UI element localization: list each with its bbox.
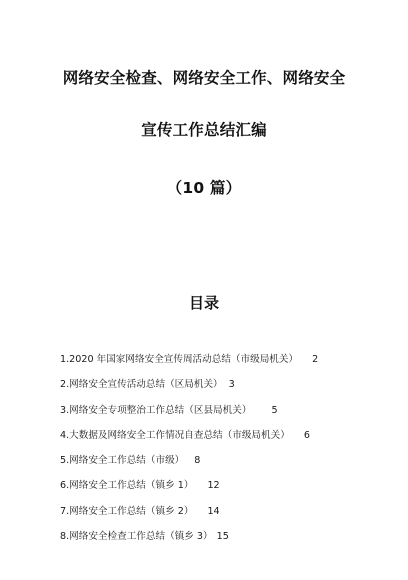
document-title-line-1: 网络安全检查、网络安全工作、网络安全: [62, 69, 346, 87]
toc-item-page: 6: [303, 429, 310, 441]
toc-item-page: 5: [271, 404, 278, 416]
toc-item[interactable]: [60, 527, 390, 552]
toc-item-title: 8.网络安全检查工作总结（镇乡 3）: [60, 531, 213, 543]
table-of-contents: [60, 350, 390, 552]
toc-item-title: 5.网络安全工作总结（市级）: [60, 455, 185, 467]
toc-item[interactable]: [60, 426, 390, 451]
toc-item[interactable]: [60, 502, 390, 527]
toc-item-page: 2: [312, 354, 319, 365]
toc-item-title: 6.网络安全工作总结（镇乡 1）: [60, 480, 194, 492]
toc-item-page: 3: [228, 379, 235, 391]
toc-item-title: 7.网络安全工作总结（镇乡 2）: [60, 505, 194, 517]
toc-item-title: 2.网络安全宣传活动总结（区局机关）: [60, 379, 223, 391]
toc-item[interactable]: [60, 350, 390, 375]
toc-item-title: 3.网络安全专项整治工作总结（区县局机关）: [60, 404, 252, 416]
toc-item[interactable]: [60, 375, 390, 400]
toc-item[interactable]: [60, 476, 390, 501]
toc-item[interactable]: [60, 451, 390, 476]
toc-item[interactable]: [60, 401, 390, 426]
toc-item-title: 1.2020 年国家网络安全宣传周活动总结（市级局机关）: [60, 354, 299, 365]
toc-item-page: 15: [216, 531, 229, 543]
document-title-line-2: 宣传工作总结汇编: [141, 121, 267, 139]
document-count-label: （10 篇）: [166, 179, 242, 197]
toc-heading: 目录: [188, 294, 219, 312]
toc-item-page: 14: [207, 505, 220, 517]
toc-item-title: 4.大数据及网络安全工作情况自查总结（市级局机关）: [60, 429, 290, 441]
toc-item-page: 12: [207, 480, 220, 492]
toc-item-page: 8: [194, 455, 201, 467]
